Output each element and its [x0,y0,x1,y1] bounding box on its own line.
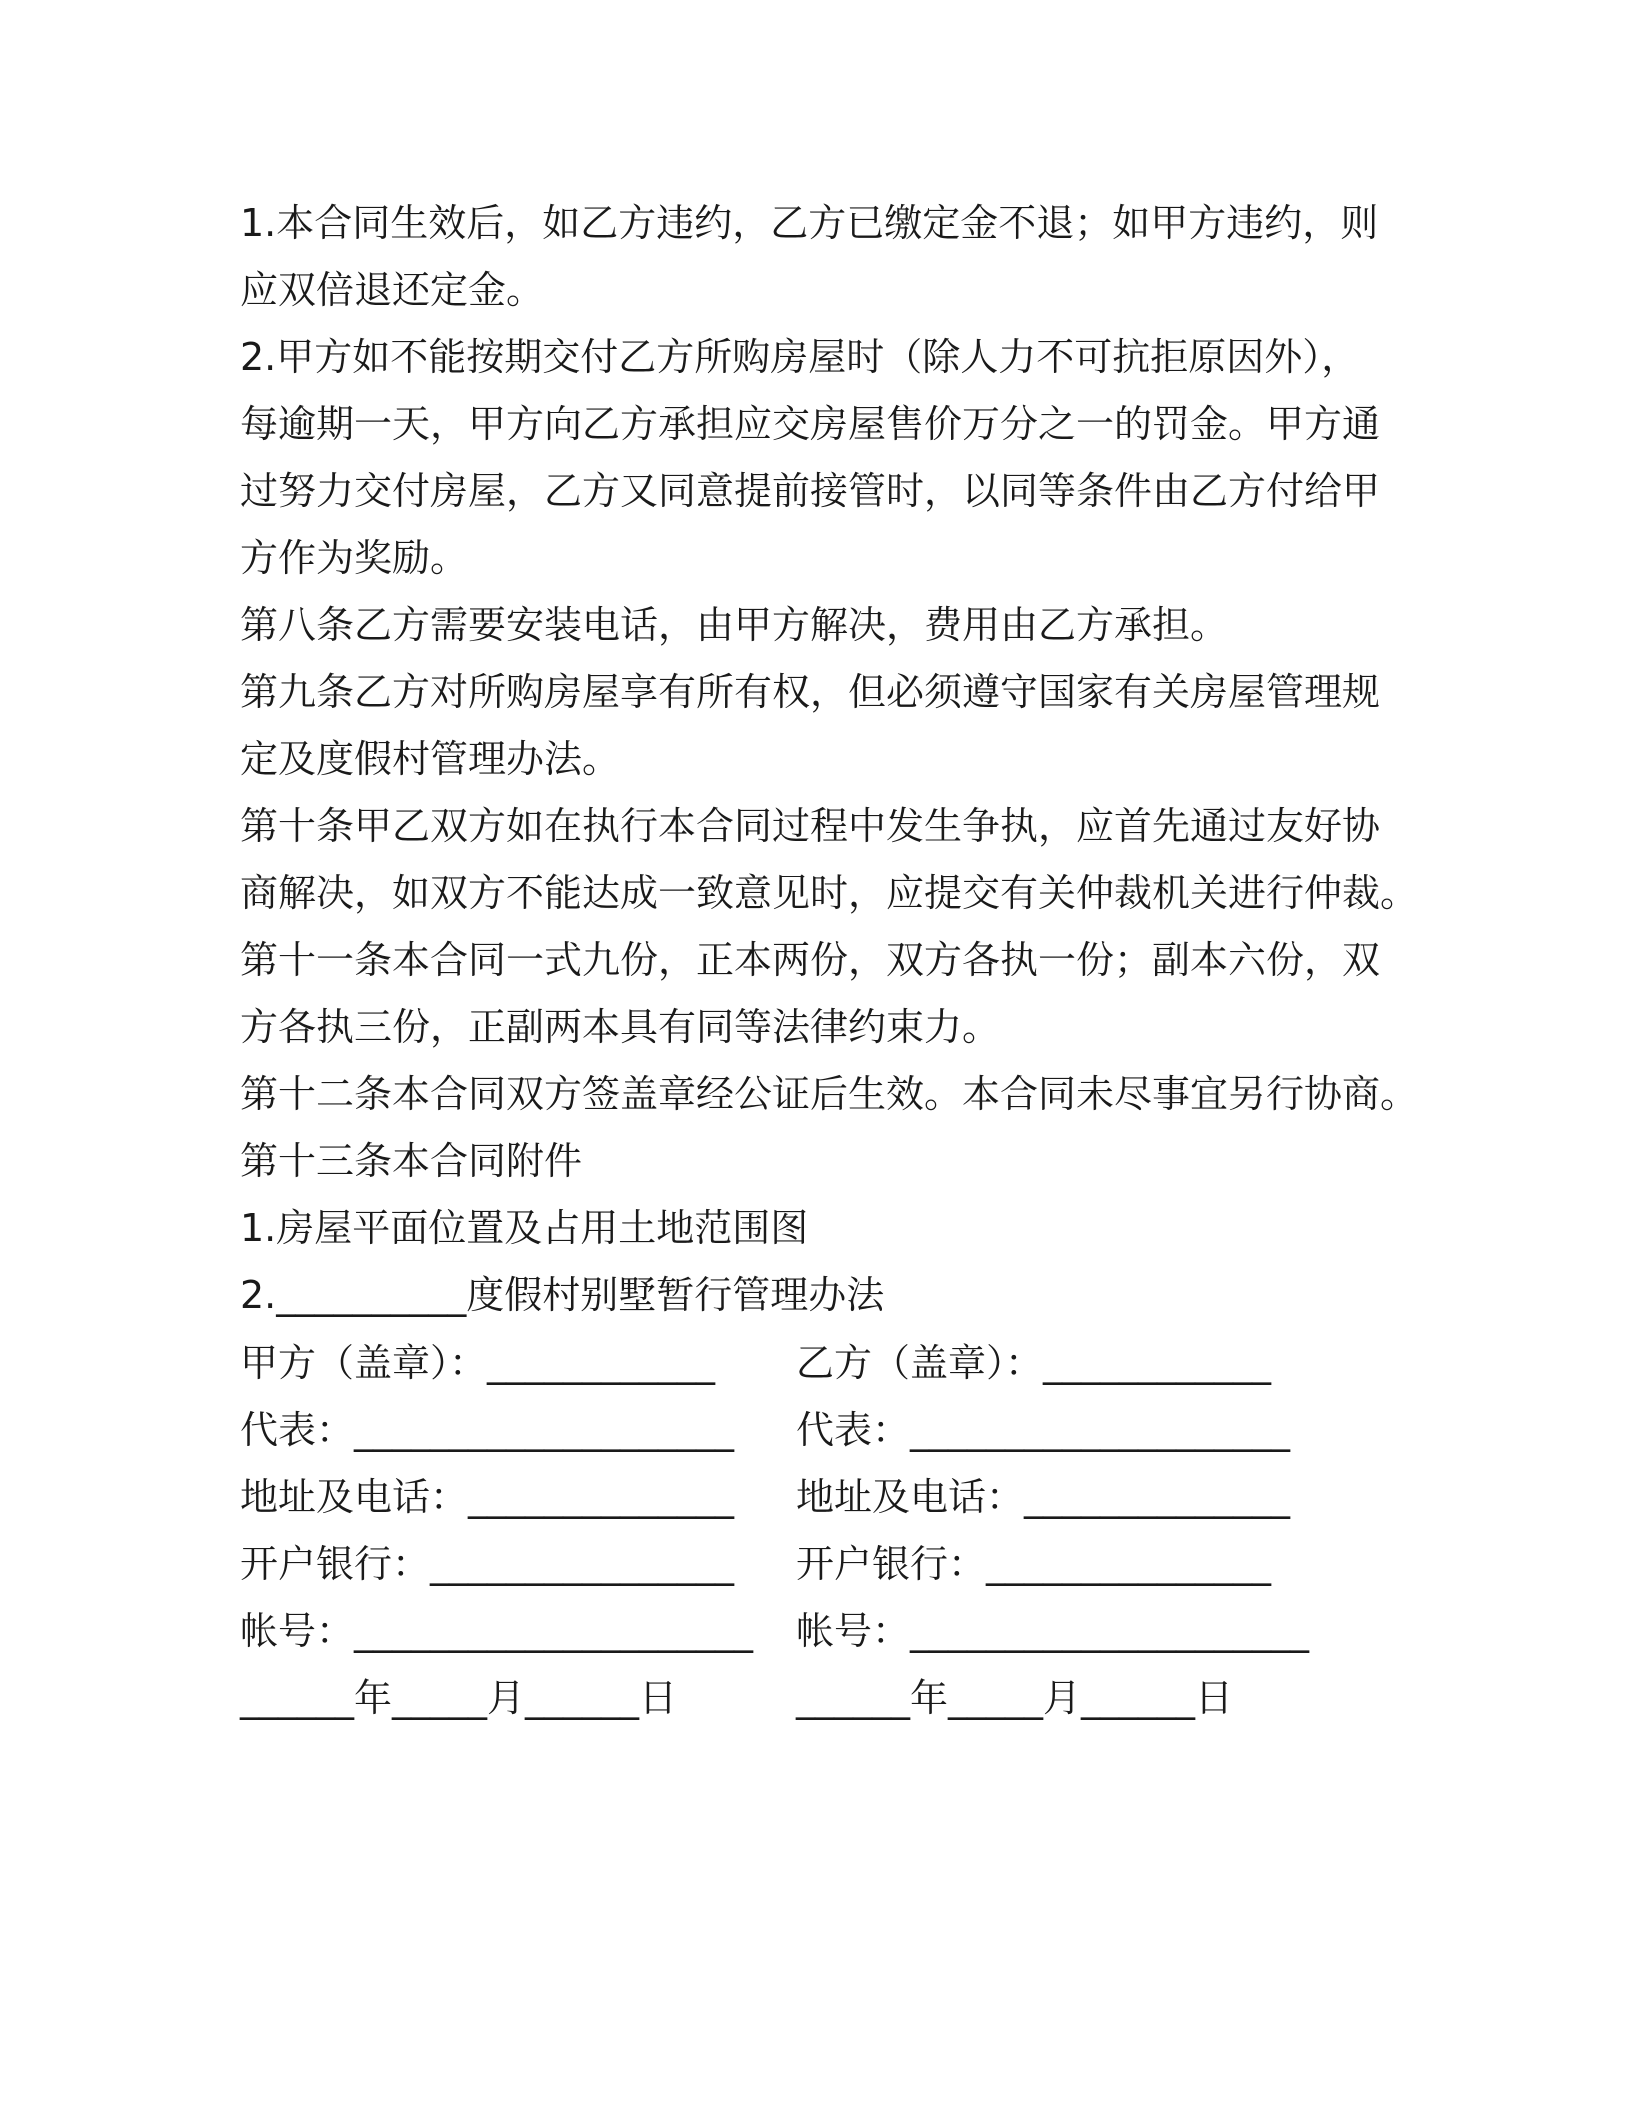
clause-11: 第十一条本合同一式九份，正本两份，双方各执一份；副本六份，双 [240,938,1381,982]
clause-9: 第九条乙方对所购房屋享有所有权，但必须遵守国家有关房屋管理规 [240,670,1381,714]
body-line: 商解决，如双方不能达成一致意见时，应提交有关仲裁机关进行仲裁。 [240,871,1419,915]
body-line: 方作为奖励。 [240,536,469,580]
party-a-address: 地址及电话：______________ [240,1475,735,1519]
body-line: 方各执三份，正副两本具有同等法律约束力。 [240,1005,1001,1049]
body-line: 应双倍退还定金。 [240,268,545,312]
attachment-1: 1.房屋平面位置及占用土地范围图 [240,1206,809,1250]
party-a-bank: 开户银行：________________ [240,1542,735,1586]
party-b-representative: 代表：____________________ [796,1408,1291,1452]
party-a-date: ______年_____月______日 [240,1676,678,1720]
body-line: 过努力交付房屋，乙方又同意提前接管时，以同等条件由乙方付给甲 [240,469,1381,513]
signature-row-date [240,1665,1390,1732]
contract-body [240,190,1419,1329]
body-line: 2.甲方如不能按期交付乙方所购房屋时（除人力不可抗拒原因外）， [240,335,1360,379]
signature-row-representative [240,1397,1390,1464]
party-b-account: 帐号：_____________________ [796,1609,1310,1653]
signature-row-account [240,1598,1390,1665]
party-b-bank: 开户银行：_______________ [796,1542,1272,1586]
party-a-account: 帐号：_____________________ [240,1609,754,1653]
body-line: 1.本合同生效后，如乙方违约，乙方已缴定金不退；如甲方违约，则 [240,201,1379,245]
clause-12: 第十二条本合同双方签盖章经公证后生效。本合同未尽事宜另行协商。 [240,1072,1419,1116]
clause-13: 第十三条本合同附件 [240,1139,583,1183]
body-line: 每逾期一天，甲方向乙方承担应交房屋售价万分之一的罚金。甲方通 [240,402,1381,446]
signature-row-seal [240,1330,1390,1397]
signature-row-address [240,1464,1390,1531]
attachment-2: 2.__________度假村别墅暂行管理办法 [240,1273,885,1317]
party-b-address: 地址及电话：______________ [796,1475,1291,1519]
party-a-seal: 甲方（盖章）：____________ [240,1341,716,1385]
party-b-seal: 乙方（盖章）：____________ [796,1341,1272,1385]
party-b-date: ______年_____月______日 [796,1676,1234,1720]
party-a-representative: 代表：____________________ [240,1408,735,1452]
clause-10: 第十条甲乙双方如在执行本合同过程中发生争执，应首先通过友好协 [240,804,1381,848]
signature-block [240,1330,1390,1732]
clause-8: 第八条乙方需要安装电话，由甲方解决，费用由乙方承担。 [240,603,1229,647]
signature-row-bank [240,1531,1390,1598]
body-line: 定及度假村管理办法。 [240,737,621,781]
